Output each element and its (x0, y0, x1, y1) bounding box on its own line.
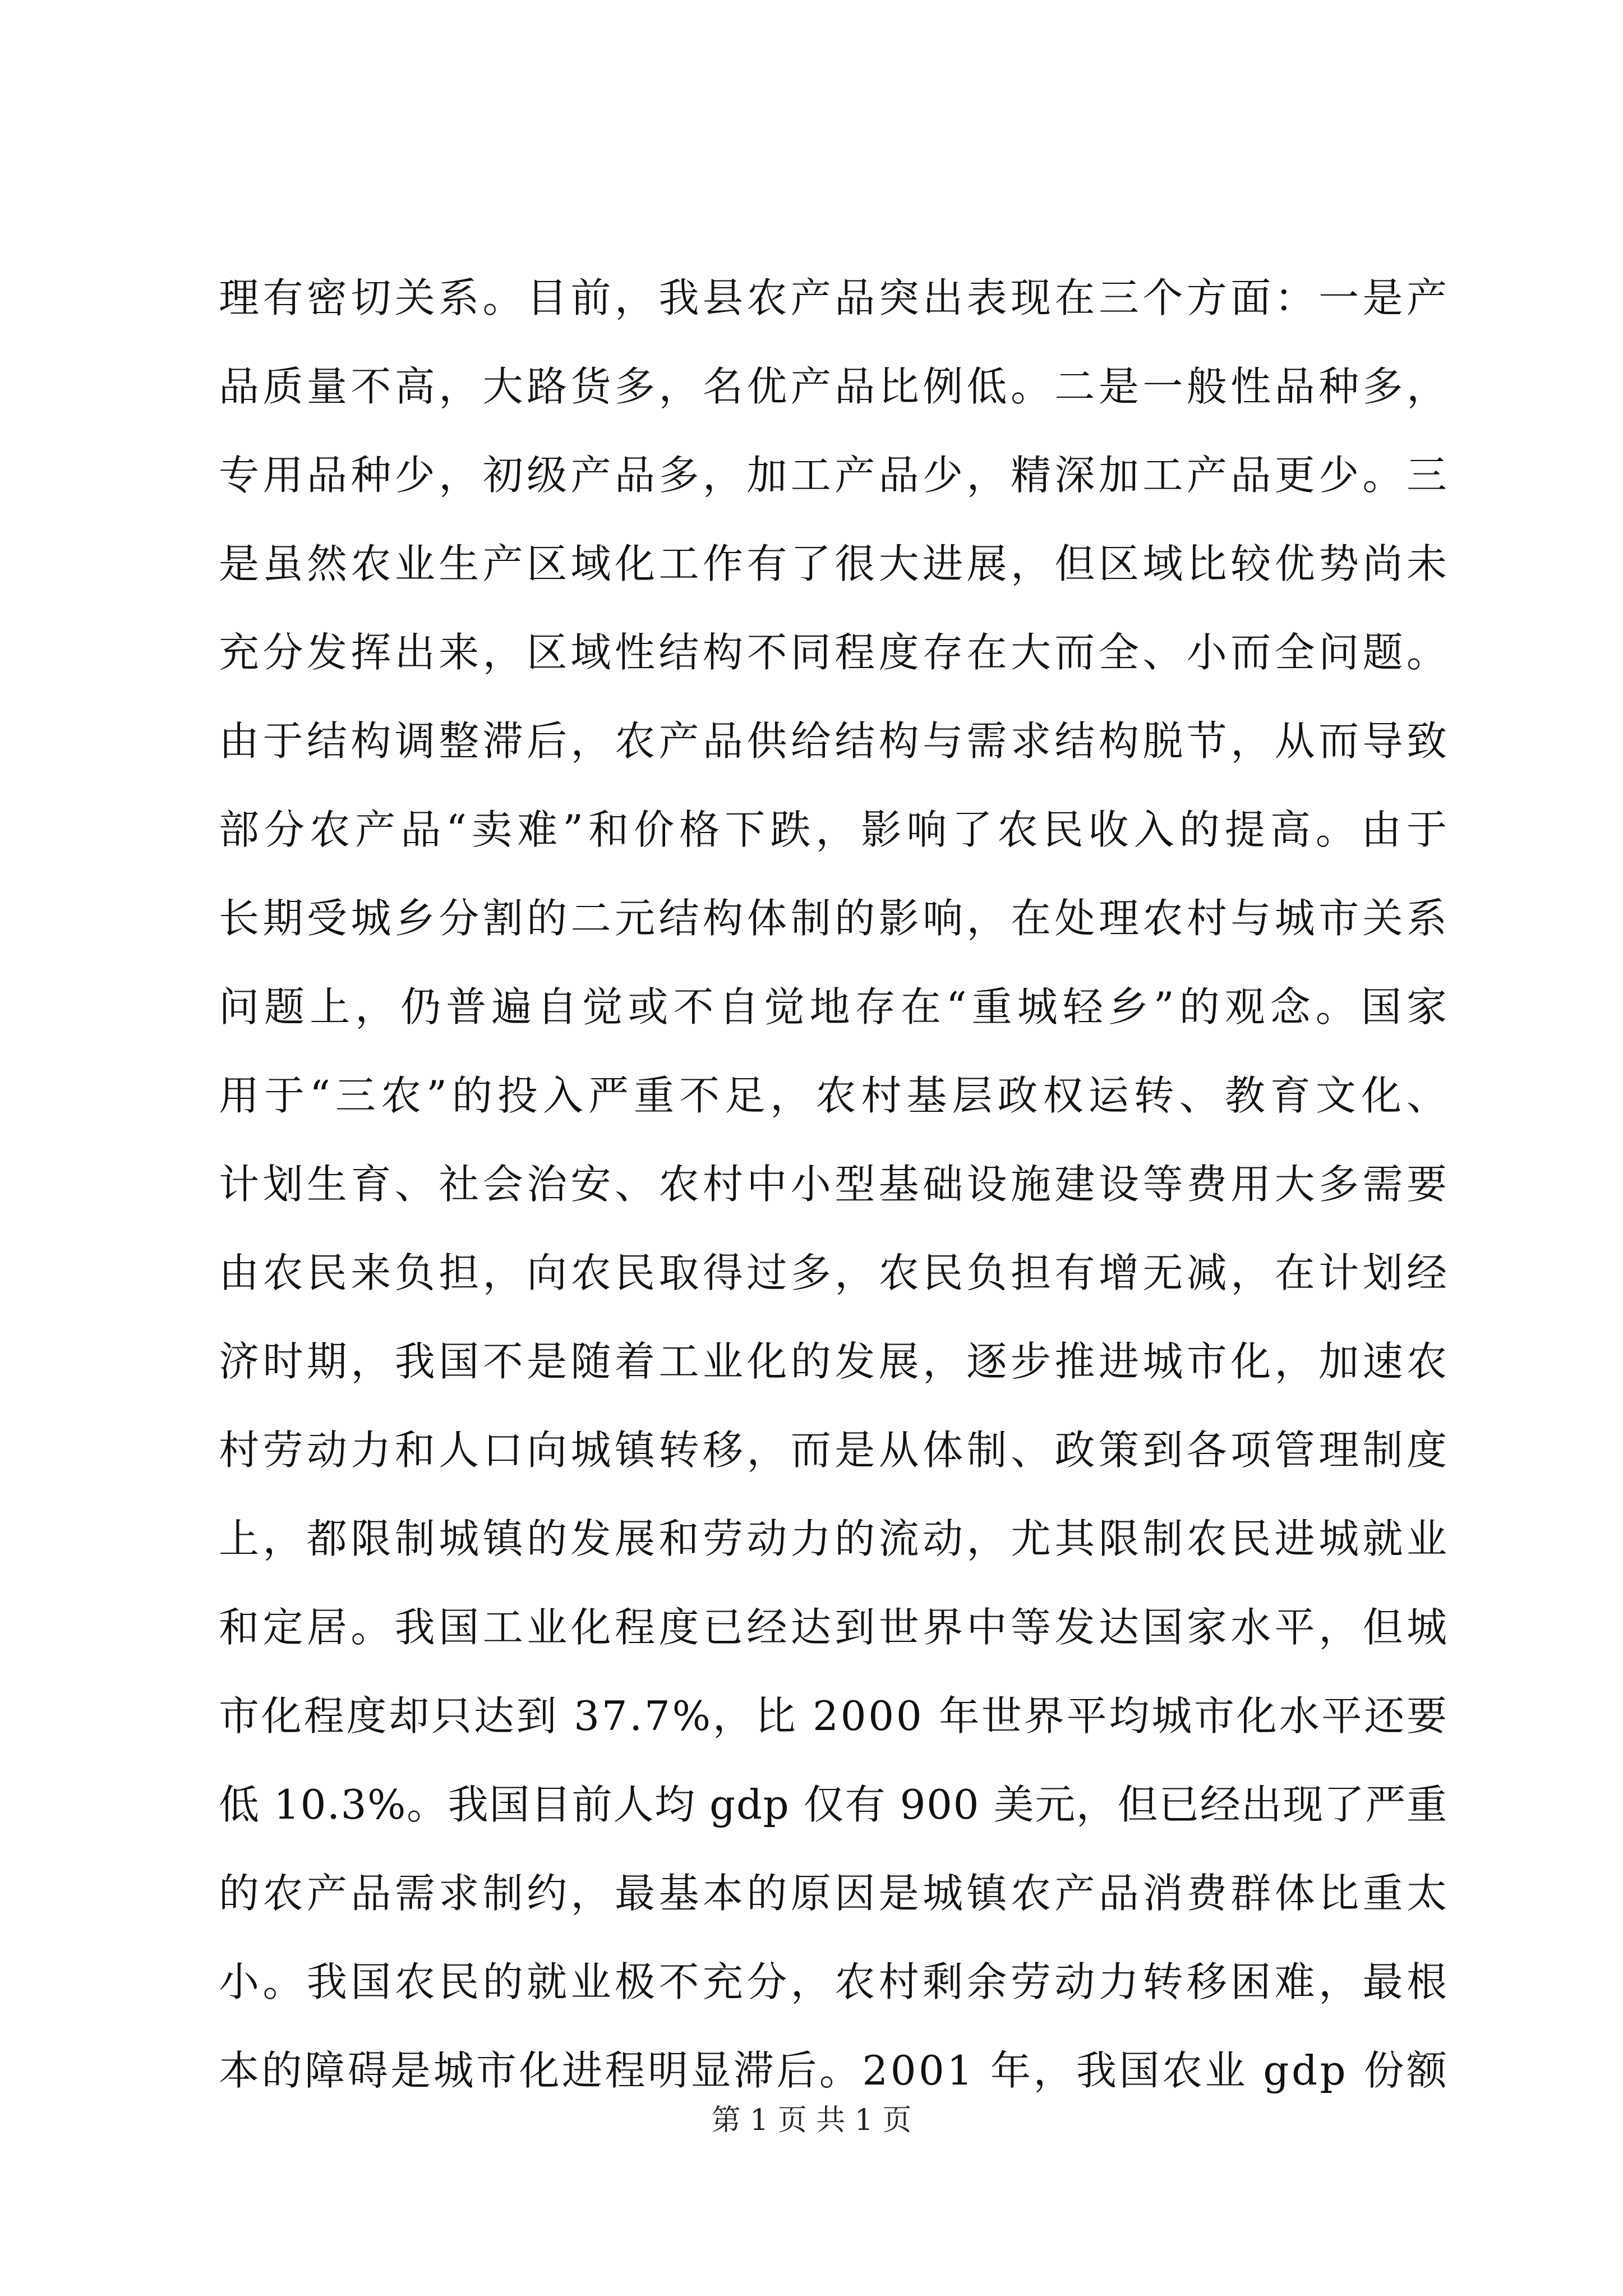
text-line: 低 10.3%。我国目前人均 gdp 仅有 900 美元，但已经出现了严重 (219, 1781, 1448, 1828)
text-line: 问题上，仍普遍自觉或不自觉地存在“重城轻乡”的观念。国家 (219, 983, 1453, 1030)
text-line: 由农民来负担，向农民取得过多，农民负担有增无减，在计划经 (219, 1249, 1451, 1296)
text-line: 是虽然农业生产区域化工作有了很大进展，但区域比较优势尚未 (219, 540, 1451, 587)
page-footer: 第 1 页 共 1 页 (711, 2104, 912, 2137)
text-line: 由于结构调整滞后，农产品供给结构与需求结构脱节，从而导致 (219, 717, 1451, 765)
text-line: 上，都限制城镇的发展和劳动力的流动，尤其限制农民进城就业 (219, 1515, 1451, 1562)
text-line: 计划生育、社会治安、农村中小型基础设施建设等费用大多需要 (219, 1161, 1451, 1208)
text-line: 品质量不高，大路货多，名优产品比例低。二是一般性品种多， (219, 363, 1451, 410)
text-line: 本的障碍是城市化进程明显滞后。2001 年，我国农业 gdp 份额 (219, 2047, 1450, 2094)
text-line: 济时期，我国不是随着工业化的发展，逐步推进城市化，加速农 (219, 1338, 1451, 1385)
text-line: 长期受城乡分割的二元结构体制的影响，在处理农村与城市关系 (219, 895, 1451, 942)
text-line: 理有密切关系。目前，我县农产品突出表现在三个方面：一是产 (219, 274, 1451, 321)
text-line: 充分发挥出来，区域性结构不同程度存在大而全、小而全问题。 (219, 629, 1451, 676)
text-line: 市化程度却只达到 37.7%，比 2000 年世界平均城市化水平还要 (219, 1692, 1449, 1740)
text-line: 和定居。我国工业化程度已经达到世界中等发达国家水平，但城 (219, 1604, 1451, 1651)
body-text (219, 254, 1453, 2115)
text-line: 部分农产品“卖难”和价格下跌，影响了农民收入的提高。由于 (219, 806, 1453, 853)
text-line: 用于“三农”的投入严重不足，农村基层政权运转、教育文化、 (219, 1072, 1453, 1119)
text-line: 专用品种少，初级产品多，加工产品少，精深加工产品更少。三 (219, 452, 1451, 499)
text-line: 的农产品需求制约，最基本的原因是城镇农产品消费群体比重太 (219, 1870, 1451, 1917)
text-line: 小。我国农民的就业极不充分，农村剩余劳动力转移困难，最根 (219, 1958, 1451, 2005)
text-line: 村劳动力和人口向城镇转移，而是从体制、政策到各项管理制度 (219, 1427, 1451, 1474)
